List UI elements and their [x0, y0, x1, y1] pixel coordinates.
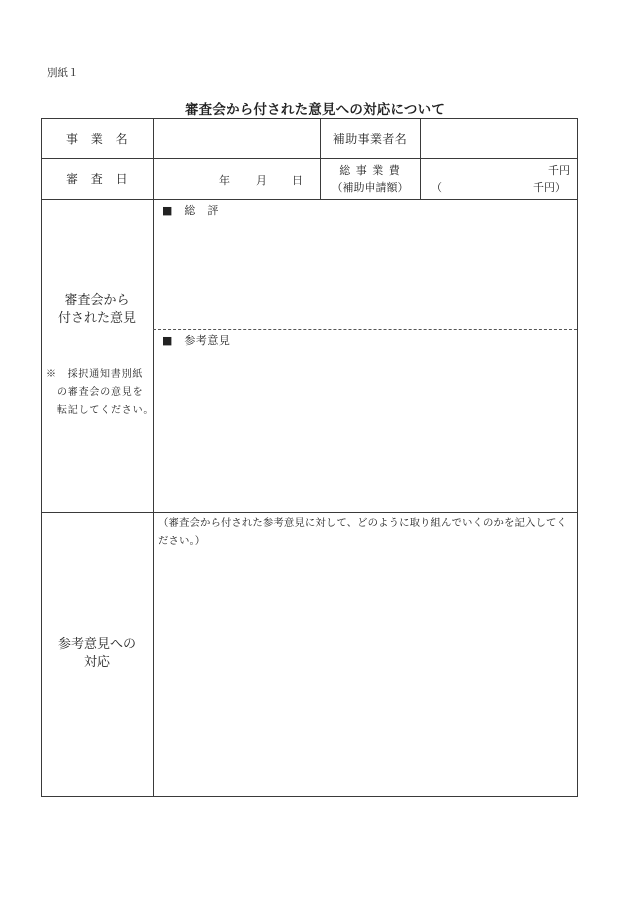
project-name-label: 事 業 名: [65, 131, 128, 146]
page-title: 審査会から付された意見への対応について: [184, 102, 446, 118]
opinions-label-line2: 付された意見: [57, 311, 136, 326]
date-year-label: 年: [219, 174, 230, 187]
response-label-line1: 参考意見への: [57, 637, 136, 652]
total-cost-label-line1: 総 事 業 費: [339, 163, 401, 177]
subsidy-unit: 千円）: [533, 181, 566, 194]
note-line: の審査会の意見を: [57, 387, 144, 398]
organization-label: 補助事業者名: [332, 131, 408, 146]
attachment-label: 別紙１: [47, 67, 79, 79]
review-date-field[interactable]: [154, 159, 320, 199]
response-instruction: （審査会から付された参考意見に対して、どのように取り組んでいくのかを記入してください。）: [158, 517, 567, 547]
response-label-line2: 対応: [83, 655, 110, 670]
date-day-label: 日: [292, 174, 303, 187]
section-dashed-divider: [153, 329, 577, 330]
total-cost-field[interactable]: [421, 159, 576, 199]
total-cost-label: [320, 158, 420, 199]
subsidy-open-paren: （: [431, 181, 442, 194]
reference-opinion-area[interactable]: [154, 331, 576, 511]
note-line: 転記してください。: [57, 405, 155, 416]
general-comment-heading: ■ 総 評: [162, 204, 219, 217]
total-cost-label-line2: （補助申請額）: [331, 180, 409, 194]
opinions-label-line1: 審査会から: [64, 293, 130, 308]
total-cost-unit: 千円: [548, 164, 570, 177]
review-date-label: 審 査 日: [65, 172, 128, 186]
transcription-note: [46, 366, 154, 420]
organization-field[interactable]: [421, 119, 576, 158]
date-month-label: 月: [256, 174, 267, 187]
opinions-label: [41, 292, 153, 328]
general-comment-area[interactable]: [154, 200, 576, 328]
response-area[interactable]: [154, 513, 576, 795]
project-name-field[interactable]: [154, 119, 320, 158]
note-line: ※ 採択通知書別紙: [46, 369, 144, 380]
reference-opinion-heading: ■ 参考意見: [162, 334, 231, 347]
response-label: [41, 636, 153, 672]
